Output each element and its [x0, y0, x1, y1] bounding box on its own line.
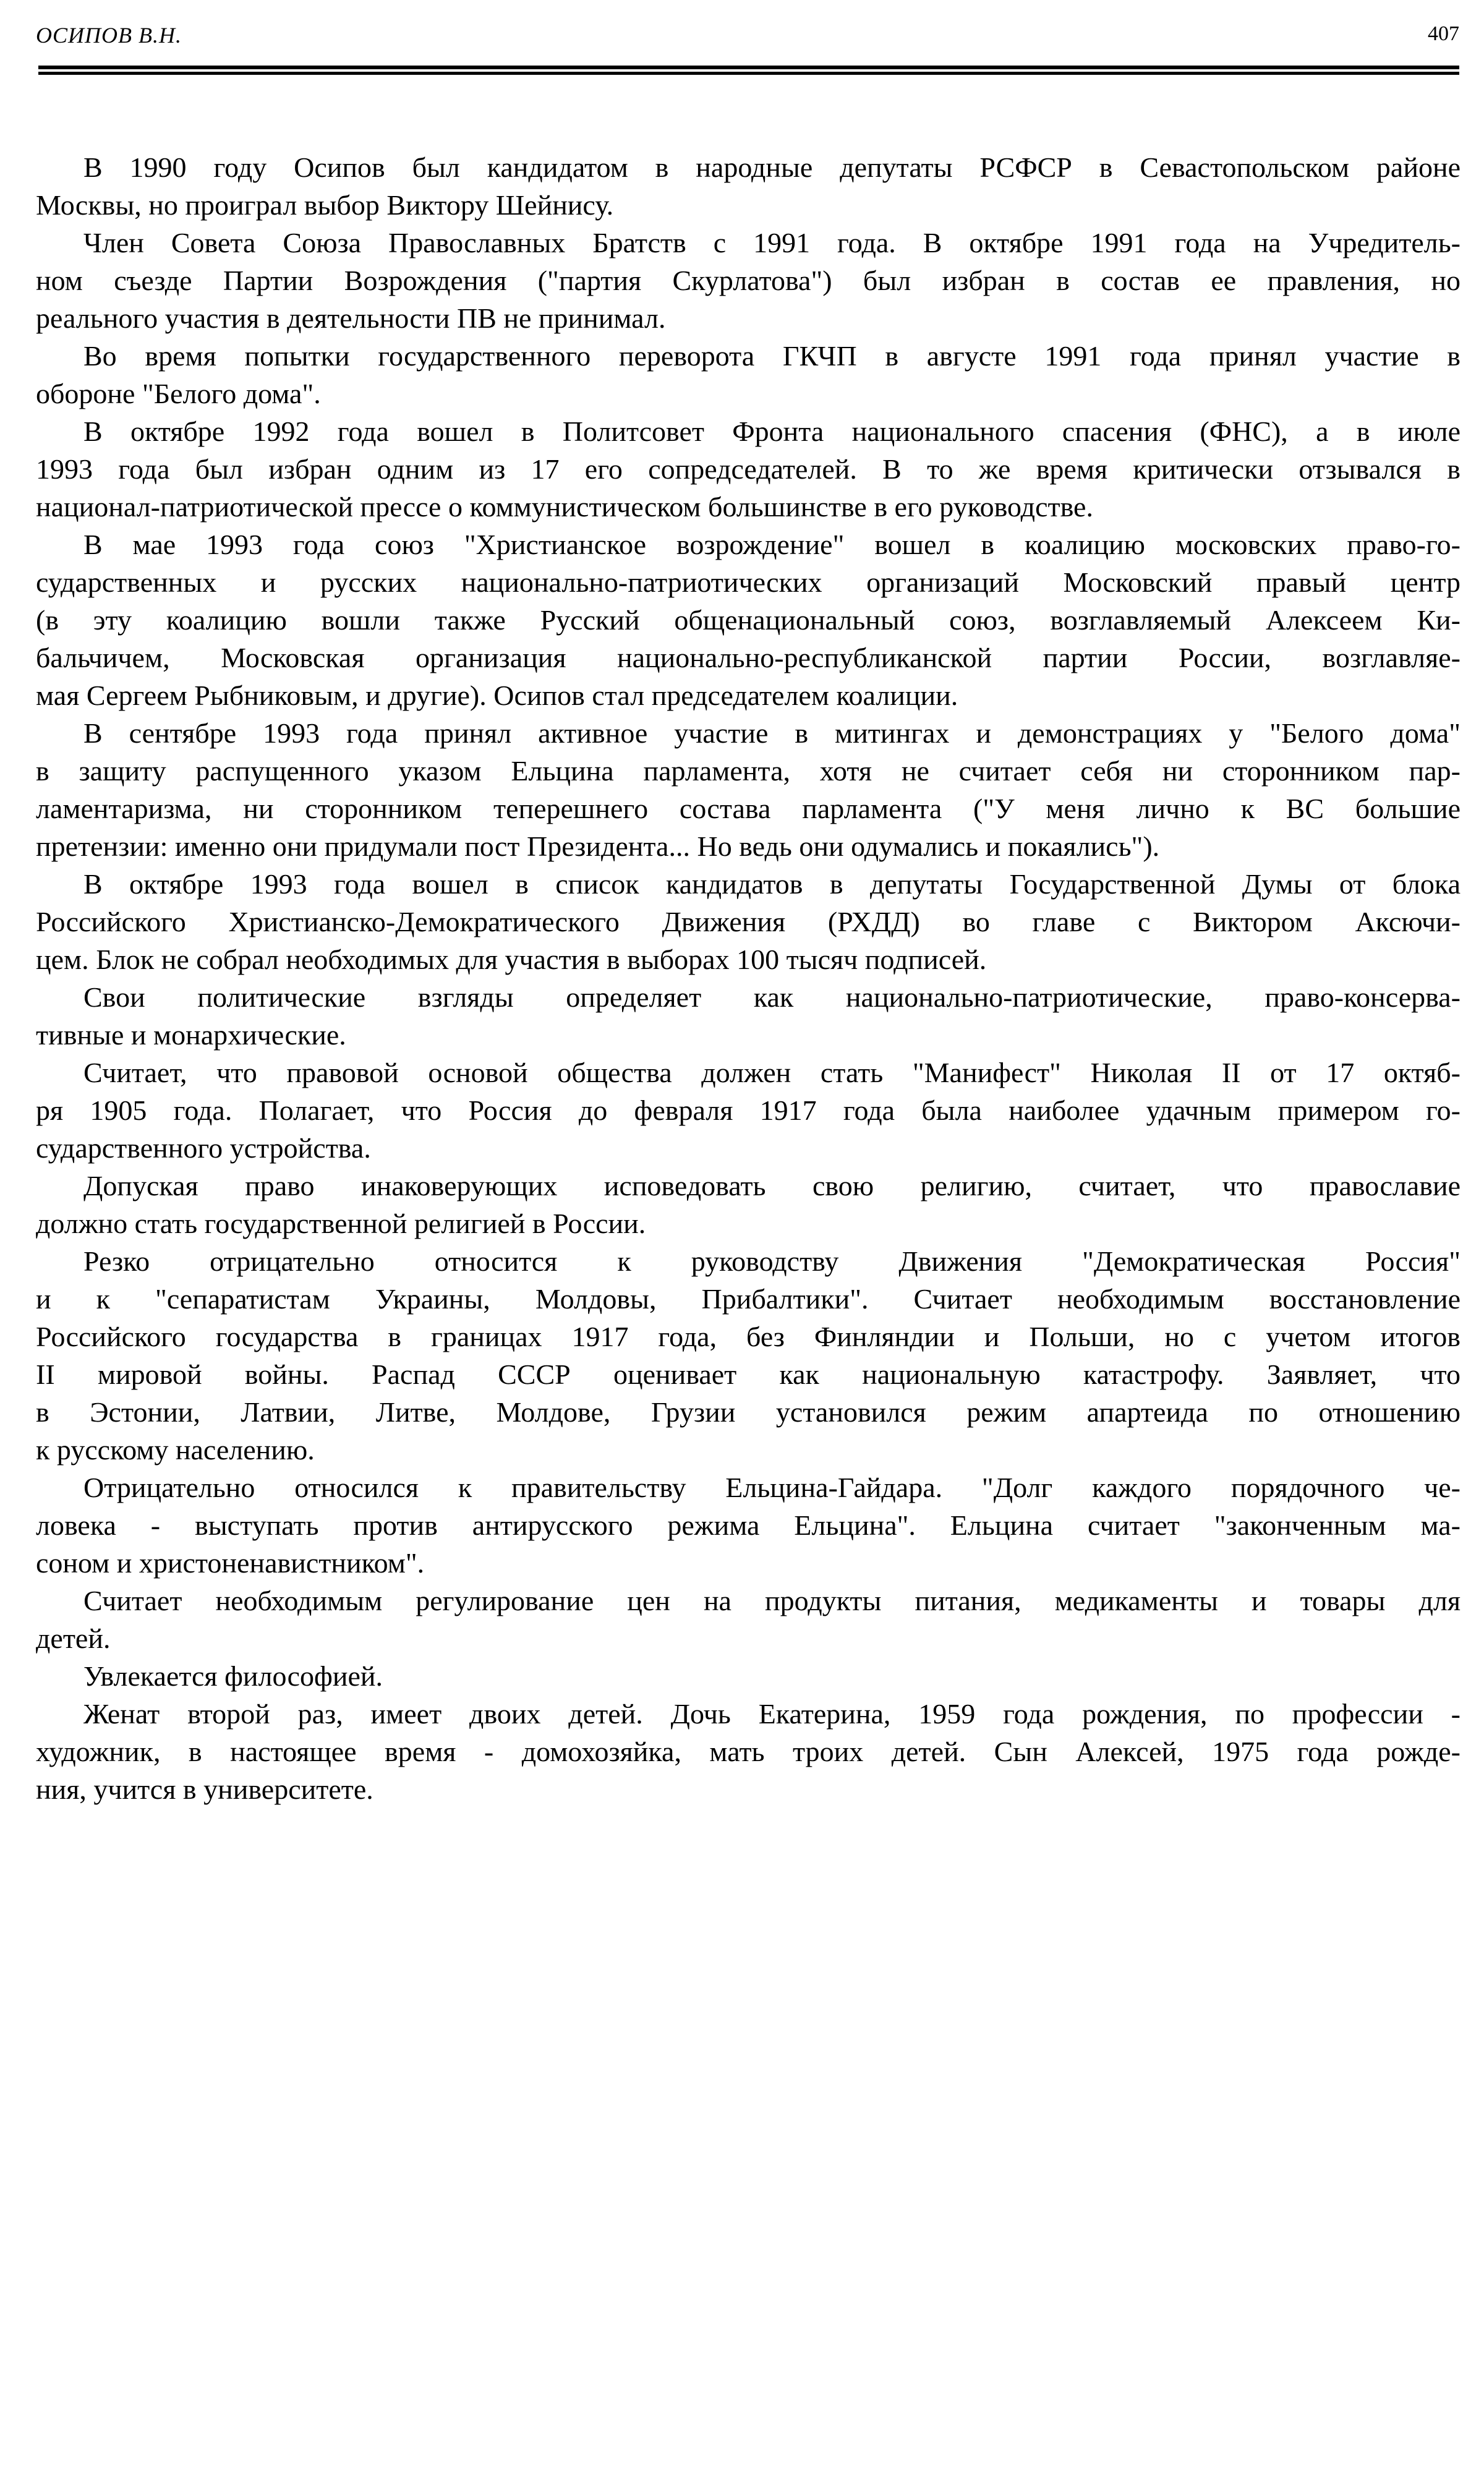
paragraph: [36, 1054, 1461, 1167]
paragraph: [36, 412, 1461, 526]
text-line: 1993 года был избран одним из 17 его сопредседателей. В то же время критически отзывался в: [36, 453, 1461, 485]
running-title: ОСИПОВ В.Н.: [36, 23, 182, 48]
text-line: Резко отрицательно относится к руководству Движения "Демократическая Россия": [83, 1245, 1461, 1277]
paragraph: [36, 337, 1461, 412]
text-line: ния, учится в университете.: [36, 1773, 373, 1805]
text-line: В 1990 году Осипов был кандидатом в народные депутаты РСФСР в Севастопольском районе: [83, 151, 1461, 183]
text-line: ря 1905 года. Полагает, что Россия до февраля 1917 года была наиболее удачным примером го-: [36, 1095, 1461, 1126]
text-line: в Эстонии, Латвии, Литве, Молдове, Грузии установился режим апартеида по отношению: [36, 1396, 1461, 1428]
text-line: Свои политические взгляды определяет как национально-патриотические, право-консерва-: [83, 981, 1461, 1013]
text-line: Считает необходимым регулирование цен на продукты питания, медикаменты и товары для: [83, 1585, 1461, 1616]
text-line: сударственного устройства.: [36, 1132, 371, 1164]
text-line: Увлекается философией.: [83, 1660, 383, 1692]
paragraph: [36, 1695, 1461, 1808]
text-line: ловека - выступать против антирусского режима Ельцина". Ельцина считает "законченным ма-: [36, 1509, 1461, 1541]
text-line: В сентябре 1993 года принял активное участие в митингах и демонстрациях у "Белого дома": [83, 717, 1461, 749]
text-line: сударственных и русских национально-патриотических организаций Московский правый центр: [36, 566, 1461, 598]
article-body: [36, 148, 1461, 1808]
text-line: художник, в настоящее время - домохозяйка, мать троих детей. Сын Алексей, 1975 года рожде-: [36, 1736, 1461, 1767]
header-rule-top: [38, 66, 1459, 69]
paragraph: [36, 526, 1461, 714]
page-number: 407: [1428, 22, 1459, 45]
paragraph: [36, 148, 1461, 224]
paragraph: [36, 1167, 1461, 1242]
paragraph: [36, 978, 1461, 1054]
text-line: национал-патриотической прессе о коммунистическом большинстве в его руководстве.: [36, 491, 1093, 523]
paragraph: [36, 865, 1461, 978]
text-line: В октябре 1993 года вошел в список кандидатов в депутаты Государственной Думы от блока: [83, 868, 1461, 900]
text-line: II мировой войны. Распад СССР оценивает как национальную катастрофу. Заявляет, что: [36, 1359, 1461, 1390]
text-line: В октябре 1992 года вошел в Политсовет Фронта национального спасения (ФНС), а в июле: [83, 416, 1461, 447]
text-line: (в эту коалицию вошли также Русский общенациональный союз, возглавляемый Алексеем Ки-: [36, 604, 1461, 636]
text-line: Отрицательно относился к правительству Ельцина-Гайдара. "Долг каждого порядочного че-: [83, 1472, 1461, 1503]
text-line: Допуская право инаковерующих исповедовать свою религию, считает, что православие: [83, 1170, 1461, 1201]
text-line: реального участия в деятельности ПВ не принимал.: [36, 302, 666, 334]
text-line: обороне "Белого дома".: [36, 378, 321, 409]
text-line: Во время попытки государственного переворота ГКЧП в августе 1991 года принял участие в: [83, 340, 1461, 372]
header-rule-bottom: [38, 72, 1459, 75]
text-line: цем. Блок не собрал необходимых для участия в выборах 100 тысяч подписей.: [36, 944, 987, 975]
text-line: и к "сепаратистам Украины, Молдовы, Прибалтики". Считает необходимым восстановление: [36, 1283, 1461, 1315]
paragraph: [36, 1582, 1461, 1657]
text-line: тивные и монархические.: [36, 1019, 346, 1051]
text-line: ламентаризма, ни сторонником теперешнего состава парламента ("У меня лично к ВС большие: [36, 793, 1461, 824]
text-line: в защиту распущенного указом Ельцина парламента, хотя не считает себя ни сторонником пар-: [36, 755, 1461, 787]
text-line: В мае 1993 года союз "Христианское возрождение" вошел в коалицию московских право-го-: [83, 529, 1461, 560]
text-line: Считает, что правовой основой общества должен стать "Манифест" Николая II от 17 октяб-: [83, 1057, 1461, 1088]
text-line: Женат второй раз, имеет двоих детей. Дочь Екатерина, 1959 года рождения, по профессии -: [83, 1698, 1461, 1730]
paragraph: [36, 714, 1461, 865]
text-line: Член Совета Союза Православных Братств с 1991 года. В октябре 1991 года на Учредитель-: [83, 227, 1461, 258]
text-line: претензии: именно они придумали пост Президента... Но ведь они одумались и покаялись").: [36, 830, 1160, 862]
text-line: ном съезде Партии Возрождения ("партия Скурлатова") был избран в состав ее правления, но: [36, 265, 1461, 296]
text-line: к русскому населению.: [36, 1434, 315, 1466]
text-line: бальчичем, Московская организация национально-республиканской партии России, возглавляе-: [36, 642, 1461, 673]
text-line: должно стать государственной религией в России.: [36, 1208, 646, 1239]
text-line: соном и христоненавистником".: [36, 1547, 425, 1579]
paragraph: [36, 1469, 1461, 1582]
text-line: мая Сергеем Рыбниковым, и другие). Осипов стал председателем коалиции.: [36, 680, 958, 711]
text-line: Российского Христианско-Демократического Движения (РХДД) во главе с Виктором Аксючи-: [36, 906, 1461, 937]
paragraph: [36, 224, 1461, 337]
text-line: Российского государства в границах 1917 года, без Финляндии и Польши, но с учетом итогов: [36, 1321, 1461, 1352]
text-line: Москвы, но проиграл выбор Виктору Шейнису.: [36, 189, 614, 221]
paragraph: [36, 1657, 1461, 1695]
text-line: детей.: [36, 1623, 111, 1654]
paragraph: [36, 1242, 1461, 1469]
